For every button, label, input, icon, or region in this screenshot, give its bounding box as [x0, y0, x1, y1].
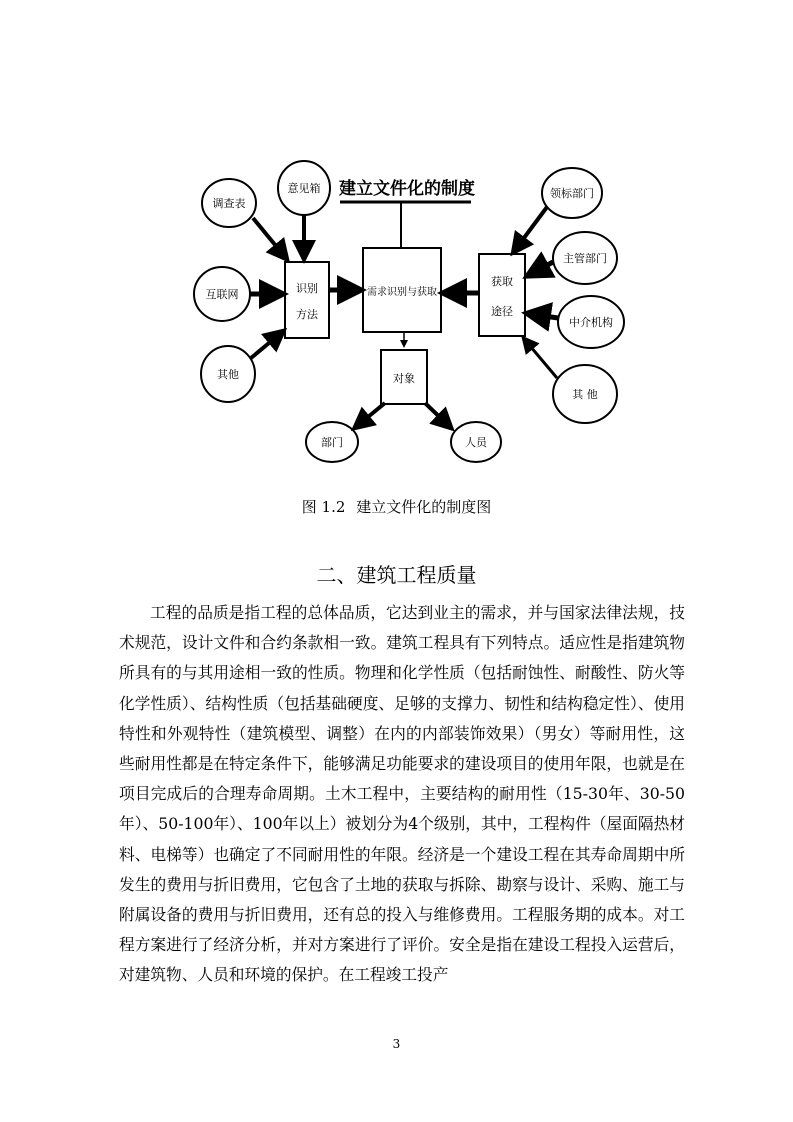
right-box: [479, 254, 525, 336]
arrow-to-personnel: [425, 403, 449, 426]
input-other-right-label: 其 他: [572, 388, 598, 401]
input-suggestion-box-label: 意见箱: [287, 182, 321, 195]
input-other-left-label: 其他: [217, 368, 239, 381]
input-supervising-dept-label: 主管部门: [563, 252, 607, 265]
arrow-survey: [253, 218, 285, 257]
center-box-label: 需求识别与获取: [367, 287, 437, 298]
page-number: 3: [392, 1037, 401, 1051]
output-department-label: 部门: [321, 436, 343, 449]
left-box-line-2: 方法: [296, 308, 318, 321]
right-box-line-2: 途径: [491, 305, 513, 318]
input-agency-label: 中介机构: [569, 316, 613, 329]
diagram-title: 建立文件化的制度: [339, 179, 475, 199]
left-box: [285, 262, 329, 338]
body-paragraph: 工程的品质是指工程的总体品质，它达到业主的需求，并与国家法律法规，技术规范，设计文件和合约条款相一致。建筑工程具有下列特点。适应性是指建筑物所具有的与其用途相一致的性质。物理和化学性质（包括耐蚀性、耐酸性、防火等化学性质）、结构性质（包括基础硬度、足够的支撑力、韧性和结构稳定性）、使用特性和外观特性（建筑模型、调整）在内的内部装饰效果）（男女）等耐用性，这些耐用性都是在特定条件下，能够满足功能要求的建设项目的使用年限，也就是在项目完成后的合理寿命周期。土木工程中，主要结构的耐用性（15-30年、30-50年）、50-100年）、100年以上）被划分为4个级别，其中，工程构件（屋面隔热材料、电梯等）也确定了不同耐用性的年限。经济是一个建设工程在其寿命周期中所发生的费用与折旧费用，它包含了土地的获取与拆除、勘察与设计、采购、施工与附属设备的费用与折旧费用，还有总的投入与维修费用。工程服务期的成本。对工程方案进行了经济分析，并对方案进行了评价。安全是指在建设工程投入运营后，对建筑物、人员和环境的保护。在工程竣工投产: [119, 603, 685, 985]
arrow-agency: [531, 314, 558, 318]
arrow-to-department: [357, 403, 385, 426]
bottom-box-label: 对象: [393, 372, 415, 385]
input-internet-label: 互联网: [205, 288, 239, 301]
diagram-svg: [185, 150, 645, 470]
right-box-line-1: 获取: [491, 275, 513, 288]
figure-number: 图 1.2: [301, 498, 346, 516]
figure-caption-text: 建立文件化的制度图: [356, 498, 492, 516]
section-heading: 二、建筑工程质量: [316, 563, 477, 587]
input-survey-label: 调查表: [212, 197, 246, 210]
arrow-other-right: [525, 340, 557, 378]
system-diagram: [185, 150, 645, 470]
left-box-line-1: 识别: [296, 282, 318, 295]
arrow-bidding-dept: [515, 207, 547, 250]
arrow-supervising-dept: [531, 262, 553, 274]
figure-caption: [0, 497, 793, 517]
output-personnel-label: 人员: [465, 436, 487, 449]
input-bidding-dept-label: 领标部门: [550, 187, 594, 200]
arrow-other-left: [251, 333, 281, 358]
